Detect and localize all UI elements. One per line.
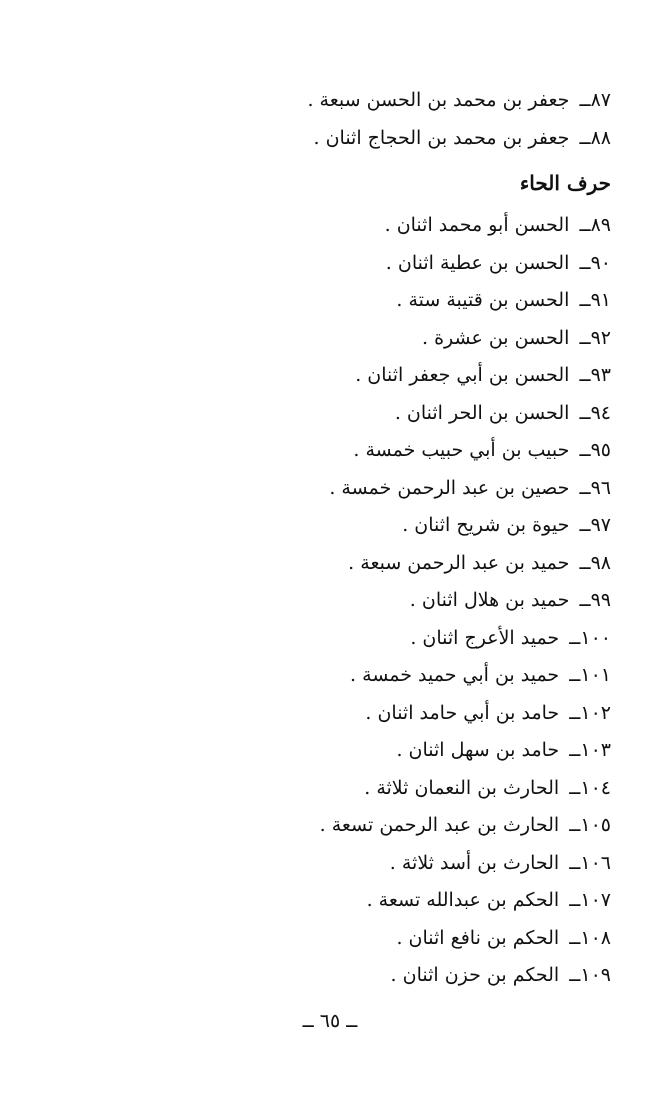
entry-dash: ــ bbox=[569, 664, 581, 686]
entry-text: الحكم بن حزن اثنان . bbox=[390, 964, 560, 986]
entry-number: ٩٢ bbox=[590, 326, 611, 349]
entry-dash: ــ bbox=[579, 439, 591, 461]
entry-dash: ــ bbox=[579, 251, 591, 274]
entry-list-top bbox=[281, 82, 611, 157]
entry-dash: ــ bbox=[579, 589, 591, 611]
entry-dash: ــ bbox=[569, 701, 581, 724]
entry-dash: ــ bbox=[579, 89, 591, 111]
entry-number: ١٠٠ bbox=[580, 626, 611, 649]
list-item bbox=[281, 120, 611, 158]
entry-number: ١٠٨ bbox=[580, 926, 611, 949]
entry-dash: ــ bbox=[579, 514, 591, 536]
page-footer bbox=[0, 1010, 665, 1032]
entry-text: حميد بن هلال اثنان . bbox=[409, 589, 570, 611]
list-item bbox=[281, 470, 611, 508]
entry-dash: ــ bbox=[579, 126, 591, 149]
list-item bbox=[281, 582, 611, 620]
entry-dash: ــ bbox=[569, 851, 581, 874]
entry-text: حميد بن عبد الرحمن سبعة . bbox=[348, 551, 570, 574]
entry-number: ١٠٢ bbox=[580, 701, 611, 724]
list-item bbox=[281, 957, 611, 995]
entry-number: ١٠٧ bbox=[580, 889, 611, 911]
entry-text: الحسن بن عطية اثنان . bbox=[385, 251, 570, 274]
list-item bbox=[281, 732, 611, 770]
entry-text: جعفر بن محمد بن الحسن سبعة . bbox=[307, 89, 570, 111]
entry-number: ١٠٩ bbox=[580, 964, 611, 986]
entry-text: الحارث بن النعمان ثلاثة . bbox=[364, 776, 560, 799]
entry-number: ٨٧ bbox=[590, 89, 611, 111]
list-item bbox=[281, 807, 611, 845]
entry-number: ٩٠ bbox=[590, 251, 611, 274]
entry-number: ٩٤ bbox=[590, 401, 611, 424]
entry-text: حميد الأعرج اثنان . bbox=[410, 626, 560, 649]
list-item bbox=[281, 207, 611, 245]
entry-text: حامد بن أبي حامد اثنان . bbox=[365, 701, 560, 724]
list-item bbox=[281, 920, 611, 958]
entry-dash: ــ bbox=[579, 476, 591, 499]
entry-number: ١٠٦ bbox=[580, 851, 611, 874]
section-heading: حرف الحاء bbox=[519, 171, 611, 195]
list-item bbox=[281, 245, 611, 283]
list-item bbox=[281, 282, 611, 320]
list-item bbox=[281, 657, 611, 695]
entry-text: حبيب بن أبي حبيب خمسة . bbox=[353, 439, 570, 461]
entry-number: ١٠٣ bbox=[580, 739, 611, 761]
entry-text: حصين بن عبد الرحمن خمسة . bbox=[329, 476, 570, 499]
entry-number: ٩٣ bbox=[590, 364, 611, 386]
entry-dash: ــ bbox=[579, 289, 591, 311]
entry-number: ١٠٥ bbox=[580, 814, 611, 836]
list-item bbox=[281, 82, 611, 120]
entry-dash: ــ bbox=[579, 326, 591, 349]
list-item bbox=[281, 395, 611, 433]
entry-text: الحسن أبو محمد اثنان . bbox=[384, 214, 570, 236]
entry-dash: ــ bbox=[569, 814, 581, 836]
entry-number: ٨٨ bbox=[590, 126, 611, 149]
list-item bbox=[281, 357, 611, 395]
entry-number: ٩٩ bbox=[590, 589, 611, 611]
list-item bbox=[281, 620, 611, 658]
entry-number: ١٠١ bbox=[580, 664, 611, 686]
entry-text: الحارث بن عبد الرحمن تسعة . bbox=[319, 814, 560, 836]
entry-dash: ــ bbox=[579, 364, 591, 386]
entry-list-main bbox=[281, 207, 611, 995]
entry-text: جعفر بن محمد بن الحجاج اثنان . bbox=[313, 126, 570, 149]
entry-dash: ــ bbox=[579, 401, 591, 424]
entry-dash: ــ bbox=[569, 926, 581, 949]
list-item bbox=[281, 320, 611, 358]
entry-dash: ــ bbox=[569, 889, 581, 911]
entry-text: الحسن بن عشرة . bbox=[422, 326, 570, 349]
entry-text: الحارث بن أسد ثلاثة . bbox=[389, 851, 560, 874]
list-item bbox=[281, 770, 611, 808]
entry-column bbox=[281, 82, 611, 995]
list-item bbox=[281, 882, 611, 920]
entry-text: حيوة بن شريح اثنان . bbox=[402, 514, 570, 536]
entry-dash: ــ bbox=[569, 739, 581, 761]
list-item bbox=[281, 695, 611, 733]
list-item bbox=[281, 845, 611, 883]
entry-number: ٩٨ bbox=[590, 551, 611, 574]
entry-number: ٩٦ bbox=[590, 476, 611, 499]
entry-text: الحسن بن أبي جعفر اثنان . bbox=[355, 364, 570, 386]
entry-dash: ــ bbox=[569, 776, 581, 799]
entry-number: ٩١ bbox=[590, 289, 611, 311]
page-number: ــ ٦٥ ــ bbox=[302, 1010, 358, 1032]
entry-text: الحسن بن قتيبة ستة . bbox=[396, 289, 570, 311]
list-item bbox=[281, 432, 611, 470]
entry-text: الحكم بن عبدالله تسعة . bbox=[366, 889, 560, 911]
entry-dash: ــ bbox=[579, 214, 591, 236]
entry-number: ١٠٤ bbox=[580, 776, 611, 799]
entry-number: ٨٩ bbox=[590, 214, 611, 236]
entry-number: ٩٧ bbox=[590, 514, 611, 536]
list-item bbox=[281, 507, 611, 545]
entry-number: ٩٥ bbox=[590, 439, 611, 461]
entry-dash: ــ bbox=[579, 551, 591, 574]
entry-text: حميد بن أبي حميد خمسة . bbox=[350, 664, 560, 686]
entry-text: الحكم بن نافع اثنان . bbox=[396, 926, 560, 949]
entry-text: حامد بن سهل اثنان . bbox=[396, 739, 560, 761]
entry-dash: ــ bbox=[569, 964, 581, 986]
list-item bbox=[281, 545, 611, 583]
entry-text: الحسن بن الحر اثنان . bbox=[394, 401, 570, 424]
entry-dash: ــ bbox=[569, 626, 581, 649]
